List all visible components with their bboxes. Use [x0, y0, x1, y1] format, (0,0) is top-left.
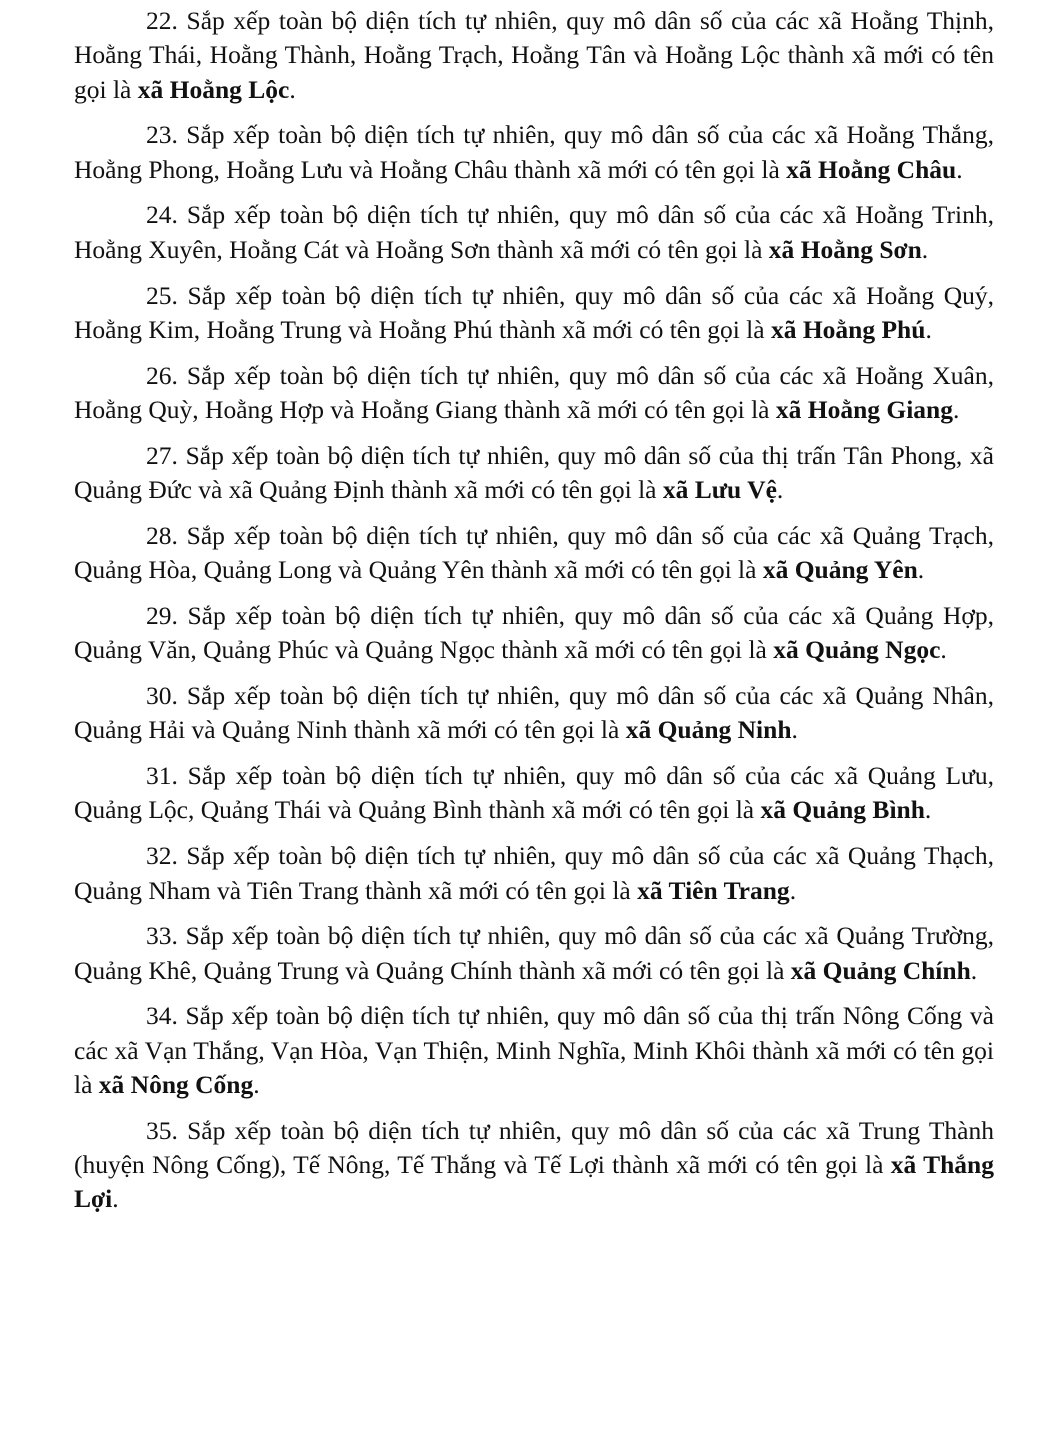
list-item: [74, 919, 994, 988]
item-end: .: [289, 74, 296, 104]
item-end: .: [112, 1184, 119, 1214]
list-item: [74, 759, 994, 828]
list-item: [74, 198, 994, 267]
item-end: .: [776, 475, 784, 505]
new-commune-name: xã Quảng Ngọc: [773, 635, 941, 665]
new-commune-name: xã Lưu Vệ: [662, 475, 777, 505]
new-commune-name: xã Quảng Yên: [762, 555, 918, 585]
list-item: [74, 279, 994, 348]
item-end: .: [921, 234, 929, 264]
list-item: [74, 1114, 994, 1217]
item-text: 31. Sắp xếp toàn bộ diện tích tự nhiên, quy mô dân số của các xã Quảng Lưu, Quảng Lộc, Quảng Thái và Quảng Bình thành xã mới có tên gọi là: [74, 761, 994, 825]
list-item: [74, 839, 994, 908]
new-commune-name: xã Hoằng Giang: [775, 394, 953, 424]
document-page: [74, 4, 994, 1228]
item-text: 25. Sắp xếp toàn bộ diện tích tự nhiên, quy mô dân số của các xã Hoằng Quý, Hoằng Kim, Hoằng Trung và Hoằng Phú thành xã mới có tên gọi là: [74, 280, 994, 344]
item-text: 27. Sắp xếp toàn bộ diện tích tự nhiên, quy mô dân số của thị trấn Tân Phong, xã Quảng Đức và xã Quảng Định thành xã mới có tên gọi là: [74, 440, 994, 505]
new-commune-name: xã Hoằng Châu: [786, 154, 957, 184]
new-commune-name: xã Tiên Trang: [637, 875, 790, 905]
list-item: [74, 439, 994, 508]
new-commune-name: xã Hoằng Phú: [770, 314, 926, 344]
new-commune-name: xã Thắng Lợi: [74, 1150, 994, 1214]
item-end: .: [917, 555, 925, 585]
new-commune-name: xã Hoằng Lộc: [137, 74, 290, 104]
item-text: 28. Sắp xếp toàn bộ diện tích tự nhiên, quy mô dân số của các xã Quảng Trạch, Quảng Hòa, Quảng Long và Quảng Yên thành xã mới có tên gọi là: [74, 520, 994, 585]
item-end: .: [970, 955, 978, 985]
item-text: 33. Sắp xếp toàn bộ diện tích tự nhiên, quy mô dân số của các xã Quảng Trường, Quảng Khê, Quảng Trung và Quảng Chính thành xã mới có tên gọi là: [74, 921, 994, 985]
item-end: .: [789, 875, 797, 905]
item-text: 23. Sắp xếp toàn bộ diện tích tự nhiên, quy mô dân số của các xã Hoằng Thắng, Hoằng Phong, Hoằng Lưu và Hoằng Châu thành xã mới có tên gọi là: [74, 120, 994, 184]
item-text: 24. Sắp xếp toàn bộ diện tích tự nhiên, quy mô dân số của các xã Hoằng Trinh, Hoằng Xuyên, Hoằng Cát và Hoằng Sơn thành xã mới có tên gọi là: [74, 200, 994, 264]
item-end: .: [791, 715, 798, 745]
item-text: 34. Sắp xếp toàn bộ diện tích tự nhiên, quy mô dân số của thị trấn Nông Cống và các xã Vạn Thắng, Vạn Hòa, Vạn Thiện, Minh Nghĩa, Minh Khôi thành xã mới có tên gọi là: [74, 1001, 994, 1100]
item-text: 26. Sắp xếp toàn bộ diện tích tự nhiên, quy mô dân số của các xã Hoằng Xuân, Hoằng Quỳ, Hoằng Hợp và Hoằng Giang thành xã mới có tên gọi là: [74, 360, 994, 424]
item-text: 35. Sắp xếp toàn bộ diện tích tự nhiên, quy mô dân số của các xã Trung Thành (huyện Nông Cống), Tế Nông, Tế Thắng và Tế Lợi thành xã mới có tên gọi là: [74, 1115, 994, 1180]
new-commune-name: xã Quảng Bình: [760, 795, 925, 825]
new-commune-name: xã Quảng Ninh: [625, 715, 792, 745]
item-end: .: [940, 635, 947, 665]
list-item: [74, 519, 994, 588]
item-text: 29. Sắp xếp toàn bộ diện tích tự nhiên, quy mô dân số của các xã Quảng Hợp, Quảng Văn, Quảng Phúc và Quảng Ngọc thành xã mới có tên gọi là: [74, 600, 994, 665]
item-text: 32. Sắp xếp toàn bộ diện tích tự nhiên, quy mô dân số của các xã Quảng Thạch, Quảng Nham và Tiên Trang thành xã mới có tên gọi là: [74, 841, 994, 905]
item-text: 22. Sắp xếp toàn bộ diện tích tự nhiên, quy mô dân số của các xã Hoằng Thịnh, Hoằng Thái, Hoằng Thành, Hoằng Trạch, Hoằng Tân và Hoằng Lộc thành xã mới có tên gọi là: [74, 6, 994, 104]
list-item: [74, 4, 994, 107]
new-commune-name: xã Hoằng Sơn: [768, 234, 922, 264]
new-commune-name: xã Quảng Chính: [790, 955, 971, 985]
list-item: [74, 359, 994, 428]
item-end: .: [924, 795, 932, 825]
item-end: .: [925, 314, 932, 344]
item-end: .: [956, 154, 963, 184]
list-item: [74, 118, 994, 187]
item-end: .: [953, 394, 960, 424]
item-text: 30. Sắp xếp toàn bộ diện tích tự nhiên, quy mô dân số của các xã Quảng Nhân, Quảng Hải và Quảng Ninh thành xã mới có tên gọi là: [74, 681, 994, 745]
list-item: [74, 999, 994, 1102]
item-end: .: [253, 1070, 260, 1100]
new-commune-name: xã Nông Cống: [98, 1070, 254, 1100]
list-item: [74, 679, 994, 748]
list-item: [74, 599, 994, 668]
